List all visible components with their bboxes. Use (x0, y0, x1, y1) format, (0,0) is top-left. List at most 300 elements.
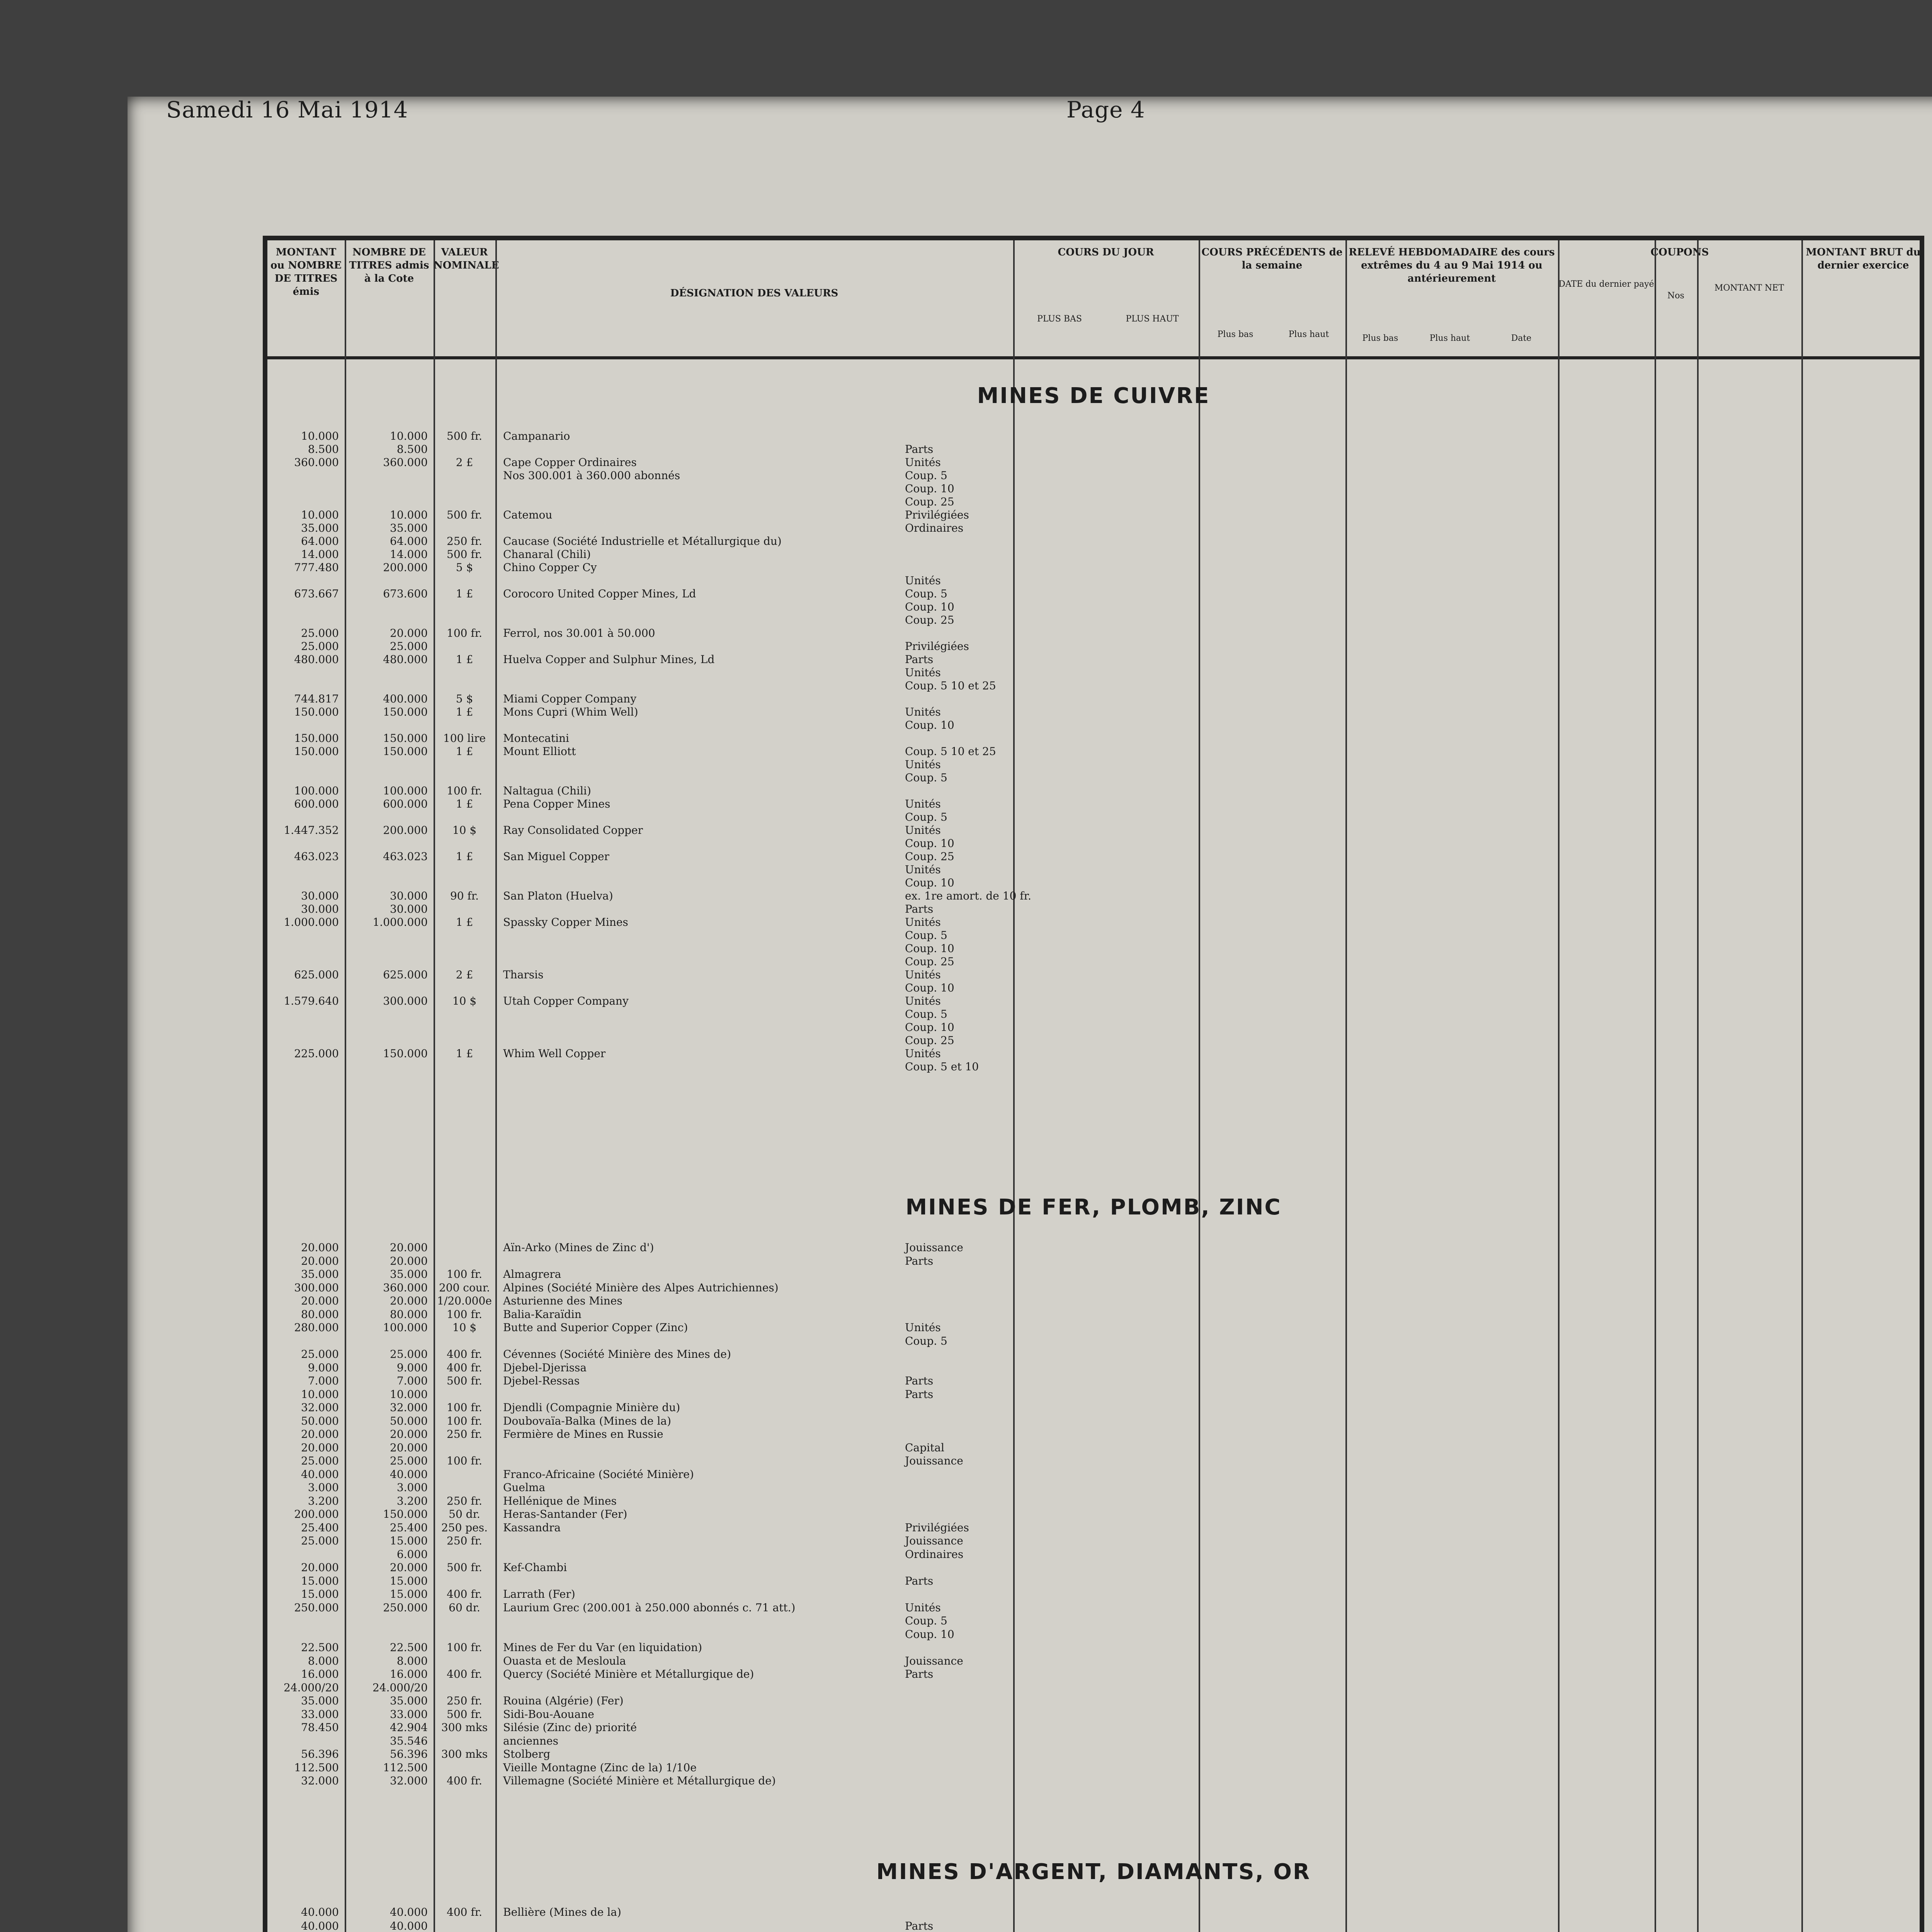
nombre-admis: 25.000 (390, 640, 428, 653)
montant-emis: 300.000 (294, 1281, 339, 1294)
montant-emis: 50.000 (301, 1414, 339, 1427)
nombre-admis: 112.500 (383, 1761, 428, 1774)
col-divider (1558, 240, 1560, 1932)
designation-valeur: Montecatini (503, 732, 569, 745)
nombre-admis: 20.000 (390, 1441, 428, 1454)
designation-valeur: Corocoro United Copper Mines, Ld (503, 587, 696, 600)
nombre-admis: 10.000 (390, 1388, 428, 1401)
page-number: Page 4 (1066, 97, 1145, 123)
valeur-nominale: 1 £ (456, 850, 473, 863)
designation-valeur: Kassandra (503, 1521, 561, 1534)
valeur-nominale: 500 fr. (447, 1708, 482, 1721)
designation-detail: Unités (905, 706, 941, 718)
nombre-admis: 150.000 (383, 1508, 428, 1520)
designation-detail: Unités (905, 666, 941, 679)
designation-valeur: Pena Copper Mines (503, 798, 611, 810)
designation-valeur: Caucase (Société Industrielle et Métallurgique du) (503, 535, 782, 548)
header-numero: Nos (1667, 291, 1684, 301)
montant-emis: 3.200 (308, 1494, 339, 1507)
nombre-admis: 150.000 (383, 706, 428, 718)
designation-valeur: Balia-Karaïdin (503, 1308, 582, 1321)
designation-detail: Jouissance (905, 1534, 963, 1547)
montant-emis: 32.000 (301, 1774, 339, 1787)
designation-valeur: Chino Copper Cy (503, 561, 597, 574)
nombre-admis: 10.000 (390, 509, 428, 521)
montant-emis: 225.000 (294, 1047, 339, 1060)
header-valeur: VALEUR NOMINALE (434, 247, 499, 271)
nombre-admis: 20.000 (390, 1561, 428, 1574)
designation-valeur: Kef-Chambi (503, 1561, 567, 1574)
designation-valeur: Quercy (Société Minière et Métallurgique de) (503, 1668, 754, 1680)
montant-emis: 250.000 (294, 1601, 339, 1614)
designation-valeur: Miami Copper Company (503, 692, 637, 705)
designation-valeur: Asturienne des Mines (503, 1294, 622, 1307)
montant-emis: 78.450 (301, 1721, 339, 1734)
col-divider (1345, 240, 1347, 1932)
valeur-nominale: 5 $ (456, 692, 473, 705)
designation-detail: Privilégiées (905, 509, 969, 521)
nombre-admis: 30.000 (390, 889, 428, 902)
valeur-nominale: 1 £ (456, 798, 473, 810)
designation-valeur: Djebel-Djerissa (503, 1361, 587, 1374)
montant-emis: 1.000.000 (284, 916, 339, 929)
col-divider (1013, 240, 1015, 1932)
designation-detail: Unités (905, 916, 941, 929)
table-header (267, 240, 1920, 359)
nombre-admis: 673.600 (383, 587, 428, 600)
designation-valeur: Tharsis (503, 968, 544, 981)
valeur-nominale: 250 fr. (447, 1494, 482, 1507)
montant-emis: 20.000 (301, 1254, 339, 1267)
designation-detail: Unités (905, 995, 941, 1007)
nombre-admis: 35.546 (390, 1734, 428, 1747)
valeur-nominale: 250 pes. (441, 1521, 488, 1534)
designation-detail: Parts (905, 1574, 934, 1587)
montant-emis: 56.396 (301, 1748, 339, 1760)
montant-emis: 625.000 (294, 968, 339, 981)
col-divider (1801, 240, 1803, 1932)
valeur-nominale: 250 fr. (447, 1534, 482, 1547)
montant-emis: 20.000 (301, 1561, 339, 1574)
designation-detail: Coup. 5 (905, 1008, 947, 1020)
montant-emis: 150.000 (294, 732, 339, 745)
section-title: MINES DE CUIVRE (977, 383, 1210, 408)
designation-valeur: Spassky Copper Mines (503, 916, 628, 929)
montant-emis: 3.000 (308, 1481, 339, 1494)
nombre-admis: 16.000 (390, 1668, 428, 1680)
nombre-admis: 30.000 (390, 903, 428, 915)
valeur-nominale: 400 fr. (447, 1588, 482, 1600)
montant-emis: 25.000 (301, 1454, 339, 1467)
nombre-admis: 22.500 (390, 1641, 428, 1654)
designation-valeur: Ouasta et de Mesloula (503, 1654, 626, 1667)
designation-detail: Parts (905, 443, 934, 456)
montant-emis: 40.000 (301, 1920, 339, 1932)
header-plus-haut-2: Plus haut (1288, 330, 1329, 339)
section-title: MINES DE FER, PLOMB, ZINC (905, 1195, 1282, 1220)
designation-detail: Coup. 10 (905, 942, 954, 955)
valeur-nominale: 1/20.000e (437, 1294, 492, 1307)
montant-emis: 280.000 (294, 1321, 339, 1334)
montant-emis: 744.817 (294, 692, 339, 705)
designation-detail: Coup. 10 (905, 1021, 954, 1034)
nombre-admis: 250.000 (383, 1601, 428, 1614)
designation-valeur: Bellière (Mines de la) (503, 1906, 621, 1918)
header-plus-haut-3: Plus haut (1429, 333, 1470, 343)
nombre-admis: 35.000 (390, 522, 428, 534)
montant-emis: 15.000 (301, 1574, 339, 1587)
designation-detail: Unités (905, 824, 941, 837)
nombre-admis: 25.400 (390, 1521, 428, 1534)
designation-detail: Unités (905, 574, 941, 587)
montant-emis: 80.000 (301, 1308, 339, 1321)
valeur-nominale: 60 dr. (449, 1601, 480, 1614)
nombre-admis: 300.000 (383, 995, 428, 1007)
designation-valeur: San Miguel Copper (503, 850, 609, 863)
designation-valeur: Campanario (503, 430, 570, 442)
header-montant: MONTANT ou NOMBRE DE TITRES émis (270, 247, 342, 298)
montant-emis: 30.000 (301, 903, 339, 915)
montant-emis: 30.000 (301, 889, 339, 902)
montant-emis: 22.500 (301, 1641, 339, 1654)
header-date: Date (1511, 333, 1532, 343)
nombre-admis: 20.000 (390, 1254, 428, 1267)
montant-emis: 25.000 (301, 627, 339, 639)
designation-detail: Unités (905, 1601, 941, 1614)
designation-detail: Unités (905, 758, 941, 771)
designation-detail: Jouissance (905, 1454, 963, 1467)
designation-detail: Coup. 10 (905, 981, 954, 994)
valeur-nominale: 100 fr. (447, 1268, 482, 1281)
nombre-admis: 150.000 (383, 732, 428, 745)
nombre-admis: 40.000 (390, 1468, 428, 1481)
montant-emis: 1.579.640 (284, 995, 339, 1007)
designation-detail: Capital (905, 1441, 944, 1454)
designation-detail: Coup. 10 (905, 876, 954, 889)
designation-detail: Coup. 5 et 10 (905, 1060, 979, 1073)
valeur-nominale: 90 fr. (450, 889, 479, 902)
nombre-admis: 35.000 (390, 1694, 428, 1707)
designation-detail: Parts (905, 1388, 934, 1401)
montant-emis: 8.500 (308, 443, 339, 456)
designation-detail: Coup. 25 (905, 1034, 954, 1047)
designation-valeur: Whim Well Copper (503, 1047, 606, 1060)
montant-emis: 200.000 (294, 1508, 339, 1520)
nombre-admis: 33.000 (390, 1708, 428, 1721)
montant-emis: 8.000 (308, 1654, 339, 1667)
designation-detail: Parts (905, 1920, 934, 1932)
valeur-nominale: 100 fr. (447, 1401, 482, 1414)
designation-detail: Coup. 25 (905, 850, 954, 863)
montant-emis: 64.000 (301, 535, 339, 548)
nombre-admis: 14.000 (390, 548, 428, 561)
nombre-admis: 10.000 (390, 430, 428, 442)
valeur-nominale: 50 dr. (449, 1508, 480, 1520)
nombre-admis: 35.000 (390, 1268, 428, 1281)
designation-valeur: Villemagne (Société Minière et Métallurgique de) (503, 1774, 776, 1787)
header-plus-bas-3: Plus bas (1362, 333, 1398, 343)
designation-valeur: Mount Elliott (503, 745, 576, 758)
nombre-admis: 20.000 (390, 627, 428, 639)
designation-detail: Coup. 5 (905, 929, 947, 942)
montant-emis: 100.000 (294, 784, 339, 797)
montant-emis: 463.023 (294, 850, 339, 863)
valeur-nominale: 5 $ (456, 561, 473, 574)
valeur-nominale: 1 £ (456, 653, 473, 666)
designation-valeur: Laurium Grec (200.001 à 250.000 abonnés c. 71 att.) (503, 1601, 796, 1614)
montant-emis: 150.000 (294, 706, 339, 718)
designation-valeur: Silésie (Zinc de) priorité (503, 1721, 637, 1734)
montant-emis: 10.000 (301, 509, 339, 521)
valeur-nominale: 1 £ (456, 745, 473, 758)
montant-emis: 673.667 (294, 587, 339, 600)
nombre-admis: 24.000/20 (372, 1681, 428, 1694)
montant-emis: 35.000 (301, 522, 339, 534)
valeur-nominale: 100 fr. (447, 627, 482, 639)
montant-emis: 112.500 (294, 1761, 339, 1774)
designation-detail: Ordinaires (905, 522, 964, 534)
nombre-admis: 600.000 (383, 798, 428, 810)
nombre-admis: 20.000 (390, 1428, 428, 1440)
nombre-admis: 15.000 (390, 1534, 428, 1547)
designation-valeur: Catemou (503, 509, 553, 521)
valeur-nominale: 1 £ (456, 587, 473, 600)
designation-detail: Coup. 25 (905, 495, 954, 508)
header-coupons: COUPONS (1650, 247, 1709, 258)
nombre-admis: 20.000 (390, 1294, 428, 1307)
nombre-admis: 15.000 (390, 1588, 428, 1600)
section-title: MINES D'ARGENT, DIAMANTS, OR (876, 1859, 1311, 1884)
montant-emis: 25.400 (301, 1521, 339, 1534)
header-montant-brut: MONTANT BRUT du dernier exercice (1806, 247, 1921, 271)
header-cours-jour: COURS DU JOUR (1058, 247, 1154, 258)
montant-emis: 16.000 (301, 1668, 339, 1680)
nombre-admis: 3.200 (396, 1494, 428, 1507)
valeur-nominale: 400 fr. (447, 1348, 482, 1361)
valeur-nominale: 100 fr. (447, 1414, 482, 1427)
nombre-admis: 100.000 (383, 784, 428, 797)
valeur-nominale: 300 mks (441, 1748, 488, 1760)
designation-valeur: Ray Consolidated Copper (503, 824, 643, 837)
designation-valeur: Utah Copper Company (503, 995, 629, 1007)
header-nombre: NOMBRE DE TITRES admis à la Cote (349, 247, 429, 284)
valeur-nominale: 200 cour. (439, 1281, 490, 1294)
montant-emis: 20.000 (301, 1294, 339, 1307)
nombre-admis: 1.000.000 (372, 916, 428, 929)
designation-detail: Parts (905, 903, 934, 915)
designation-valeur: Djendli (Compagnie Minière du) (503, 1401, 680, 1414)
designation-detail: Jouissance (905, 1241, 963, 1254)
designation-valeur: Doubovaïa-Balka (Mines de la) (503, 1414, 671, 1427)
montant-emis: 20.000 (301, 1428, 339, 1440)
designation-detail: Coup. 25 (905, 955, 954, 968)
col-divider (1199, 240, 1200, 1932)
valeur-nominale: 400 fr. (447, 1361, 482, 1374)
nombre-admis: 480.000 (383, 653, 428, 666)
nombre-admis: 8.500 (396, 443, 428, 456)
nombre-admis: 150.000 (383, 1047, 428, 1060)
designation-detail: Coup. 10 (905, 1628, 954, 1641)
designation-detail: Coup. 5 (905, 811, 947, 823)
montant-emis: 32.000 (301, 1401, 339, 1414)
valeur-nominale: 400 fr. (447, 1774, 482, 1787)
montant-emis: 33.000 (301, 1708, 339, 1721)
designation-detail: Unités (905, 456, 941, 469)
montant-emis: 1.447.352 (284, 824, 339, 837)
designation-detail: Privilégiées (905, 640, 969, 653)
valeur-nominale: 10 $ (452, 824, 477, 837)
header-plus-bas-2: Plus bas (1217, 330, 1253, 339)
nombre-admis: 400.000 (383, 692, 428, 705)
nombre-admis: 56.396 (390, 1748, 428, 1760)
valeur-nominale: 250 fr. (447, 1428, 482, 1440)
montant-emis: 20.000 (301, 1241, 339, 1254)
designation-valeur: Chanaral (Chili) (503, 548, 591, 561)
montant-emis: 9.000 (308, 1361, 339, 1374)
header-designation: DÉSIGNATION DES VALEURS (670, 287, 838, 299)
designation-valeur: Butte and Superior Copper (Zinc) (503, 1321, 688, 1334)
valeur-nominale: 100 fr. (447, 1308, 482, 1321)
header-date-dernier: DATE du dernier payé (1558, 279, 1654, 289)
valeur-nominale: 250 fr. (447, 535, 482, 548)
designation-detail: Coup. 5 10 et 25 (905, 745, 996, 758)
designation-valeur: Aïn-Arko (Mines de Zinc d') (503, 1241, 654, 1254)
designation-detail: Coup. 5 (905, 469, 947, 482)
designation-valeur: Cévennes (Société Minière des Mines de) (503, 1348, 731, 1361)
designation-detail: Unités (905, 798, 941, 810)
nombre-admis: 42.904 (390, 1721, 428, 1734)
designation-detail: Coup. 5 (905, 1614, 947, 1627)
nombre-admis: 360.000 (383, 456, 428, 469)
valeur-nominale: 500 fr. (447, 1374, 482, 1387)
montant-emis: 40.000 (301, 1468, 339, 1481)
nombre-admis: 40.000 (390, 1906, 428, 1918)
header-cours-precedents: COURS PRÉCÉDENTS de la semaine (1201, 247, 1343, 271)
nombre-admis: 150.000 (383, 745, 428, 758)
designation-valeur: Heras-Santander (Fer) (503, 1508, 628, 1520)
valeur-nominale: 1 £ (456, 916, 473, 929)
montant-emis: 480.000 (294, 653, 339, 666)
montant-emis: 150.000 (294, 745, 339, 758)
col-divider (434, 240, 435, 1932)
designation-valeur: Guelma (503, 1481, 546, 1494)
valeur-nominale: 100 fr. (447, 1454, 482, 1467)
montant-emis: 10.000 (301, 430, 339, 442)
header-plus-haut: PLUS HAUT (1126, 314, 1179, 324)
valeur-nominale: 10 $ (452, 995, 477, 1007)
nombre-admis: 80.000 (390, 1308, 428, 1321)
designation-valeur: San Platon (Huelva) (503, 889, 613, 902)
designation-valeur: Mons Cupri (Whim Well) (503, 706, 638, 718)
valeur-nominale: 2 £ (456, 968, 473, 981)
montant-emis: 35.000 (301, 1268, 339, 1281)
designation-valeur: Huelva Copper and Sulphur Mines, Ld (503, 653, 715, 666)
montant-emis: 20.000 (301, 1441, 339, 1454)
nombre-admis: 20.000 (390, 1241, 428, 1254)
designation-detail: Privilégiées (905, 1521, 969, 1534)
col-divider (1697, 240, 1699, 1932)
valeur-nominale: 1 £ (456, 1047, 473, 1060)
designation-valeur: Hellénique de Mines (503, 1494, 617, 1507)
nombre-admis: 360.000 (383, 1281, 428, 1294)
designation-valeur: Cape Copper Ordinaires (503, 456, 637, 469)
nombre-admis: 15.000 (390, 1574, 428, 1587)
nombre-admis: 50.000 (390, 1414, 428, 1427)
montant-emis: 15.000 (301, 1588, 339, 1600)
designation-detail: Coup. 5 (905, 771, 947, 784)
designation-valeur: Djebel-Ressas (503, 1374, 580, 1387)
designation-detail: Coup. 5 10 et 25 (905, 679, 996, 692)
designation-detail: Coup. 10 (905, 719, 954, 731)
nombre-admis: 200.000 (383, 824, 428, 837)
nombre-admis: 9.000 (396, 1361, 428, 1374)
designation-valeur: Sidi-Bou-Aouane (503, 1708, 594, 1721)
col-divider (1655, 240, 1656, 1932)
designation-detail: Coup. 10 (905, 482, 954, 495)
montant-emis: 360.000 (294, 456, 339, 469)
montant-emis: 10.000 (301, 1388, 339, 1401)
header-montant-net: MONTANT NET (1714, 283, 1784, 293)
nombre-admis: 25.000 (390, 1348, 428, 1361)
designation-valeur: Alpines (Société Minière des Alpes Autrichiennes) (503, 1281, 779, 1294)
valeur-nominale: 1 £ (456, 706, 473, 718)
valeur-nominale: 100 fr. (447, 1641, 482, 1654)
designation-detail: Parts (905, 1254, 934, 1267)
header-plus-bas: PLUS BAS (1037, 314, 1082, 324)
nombre-admis: 8.000 (396, 1654, 428, 1667)
nombre-admis: 100.000 (383, 1321, 428, 1334)
montant-emis: 24.000/20 (283, 1681, 339, 1694)
designation-valeur: Franco-Africaine (Société Minière) (503, 1468, 694, 1481)
valeur-nominale: 400 fr. (447, 1668, 482, 1680)
quotation-table (263, 236, 1924, 1932)
designation-valeur: Stolberg (503, 1748, 551, 1760)
nombre-admis: 200.000 (383, 561, 428, 574)
montant-emis: 25.000 (301, 1534, 339, 1547)
nombre-admis: 463.023 (383, 850, 428, 863)
nombre-admis: 3.000 (396, 1481, 428, 1494)
montant-emis: 7.000 (308, 1374, 339, 1387)
designation-detail: Coup. 10 (905, 600, 954, 613)
designation-valeur: Larrath (Fer) (503, 1588, 575, 1600)
page-date: Samedi 16 Mai 1914 (166, 97, 408, 123)
designation-valeur: Naltagua (Chili) (503, 784, 591, 797)
col-divider (495, 240, 497, 1932)
designation-valeur: Nos 300.001 à 360.000 abonnés (503, 469, 680, 482)
designation-detail: Unités (905, 1321, 941, 1334)
designation-detail: Coup. 5 (905, 1334, 947, 1347)
valeur-nominale: 10 $ (452, 1321, 477, 1334)
nombre-admis: 32.000 (390, 1401, 428, 1414)
valeur-nominale: 500 fr. (447, 509, 482, 521)
designation-valeur: Mines de Fer du Var (en liquidation) (503, 1641, 702, 1654)
nombre-admis: 7.000 (396, 1374, 428, 1387)
montant-emis: 14.000 (301, 548, 339, 561)
nombre-admis: 40.000 (390, 1920, 428, 1932)
valeur-nominale: 500 fr. (447, 548, 482, 561)
designation-valeur: Fermière de Mines en Russie (503, 1428, 663, 1440)
valeur-nominale: 500 fr. (447, 1561, 482, 1574)
designation-detail: Jouissance (905, 1654, 963, 1667)
montant-emis: 25.000 (301, 1348, 339, 1361)
valeur-nominale: 250 fr. (447, 1694, 482, 1707)
designation-detail: Unités (905, 1047, 941, 1060)
designation-detail: Parts (905, 653, 934, 666)
montant-emis: 600.000 (294, 798, 339, 810)
designation-valeur: Ferrol, nos 30.001 à 50.000 (503, 627, 655, 639)
designation-detail: Coup. 25 (905, 614, 954, 626)
designation-detail: Unités (905, 968, 941, 981)
